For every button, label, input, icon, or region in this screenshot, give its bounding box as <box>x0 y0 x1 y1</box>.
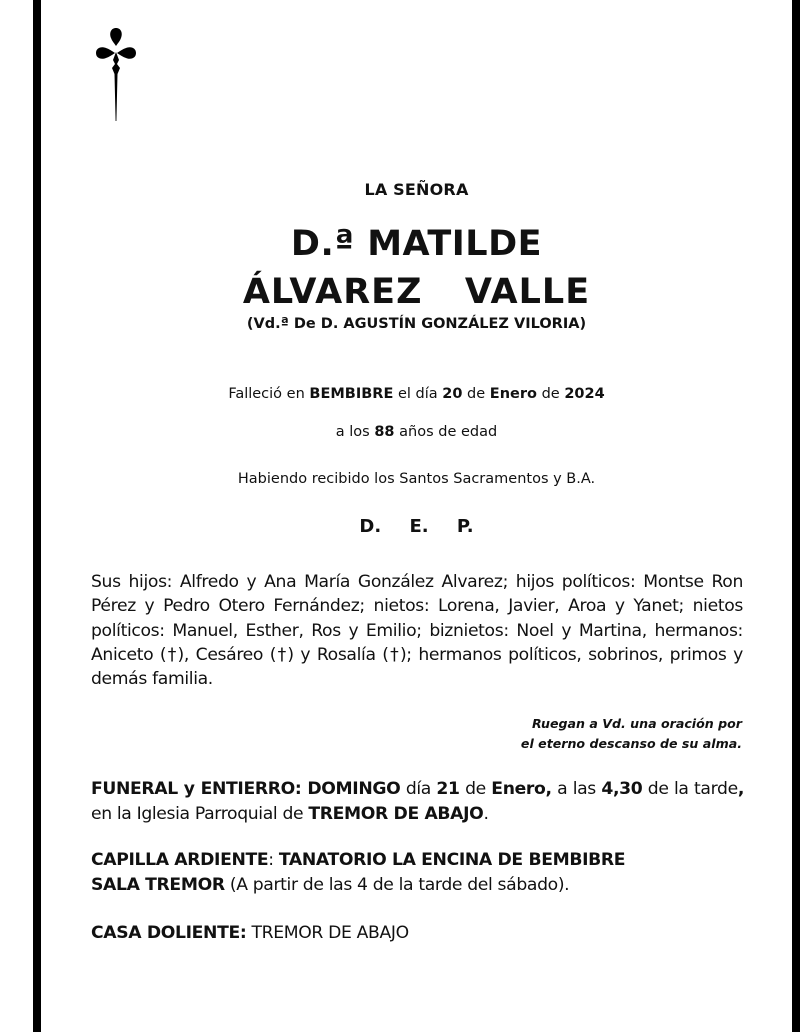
prayer-line-2: el eterno descanso de su alma. <box>520 736 742 751</box>
right-border-bar <box>792 0 800 1032</box>
funeral-info <box>91 777 750 826</box>
family-paragraph: Sus hijos: Alfredo y Ana María González Alvarez; hijos políticos: Montse Ron Pérez y Pedro Otero Fernández; nietos: Lorena, Javier, Aroa y Yanet; nietos políticos: Manuel, Esther, Ros y Emilio; biznietos: Noel y Martina, hermanos: Aniceto (†), Cesáreo (†) y Rosalía (†); hermanos políticos, sobrinos, primos y demás familia. <box>91 572 743 690</box>
house-place: TREMOR DE ABAJO <box>246 923 409 943</box>
funeral-label: FUNERAL y ENTIERRO: DOMINGO <box>91 779 401 799</box>
chapel-line-2 <box>91 873 744 898</box>
title-prefix: LA SEÑORA <box>364 180 469 199</box>
age-info <box>41 424 792 440</box>
widow-of: (Vd.ª De D. AGUSTÍN GONZÁLEZ VILORIA) <box>246 316 587 332</box>
age-text: a los <box>335 424 375 440</box>
funeral-time: 4,30 <box>601 779 643 799</box>
death-month: Enero <box>489 386 537 402</box>
age-value: 88 <box>374 424 395 440</box>
house-label: CASA DOLIENTE: <box>91 923 247 943</box>
death-place: BEMBIBRE <box>309 386 394 402</box>
funeral-month: Enero, <box>491 779 552 799</box>
funeral-text: . <box>483 803 489 824</box>
funeral-text: de <box>459 779 492 799</box>
chapel-place: TANATORIO LA ENCINA DE BEMBIBRE <box>278 850 626 870</box>
funeral-text: día <box>400 779 437 799</box>
house-info <box>91 921 744 946</box>
death-info <box>41 386 792 402</box>
death-text: de <box>536 386 565 402</box>
sacraments-note: Habiendo recibido los Santos Sacramentos y B.A. <box>237 471 596 487</box>
chapel-line-1 <box>91 848 744 873</box>
chapel-note: (A partir de las 4 de la tarde del sábado). <box>224 874 570 895</box>
death-text: de <box>462 386 490 402</box>
funeral-day: 21 <box>436 779 460 799</box>
left-border-bar <box>33 0 41 1032</box>
chapel-label: CAPILLA ARDIENTE <box>91 850 269 870</box>
rip-abbreviation: D. E. P. <box>359 516 474 537</box>
funeral-text: de la tarde <box>642 779 738 799</box>
deceased-name-line2 <box>41 272 792 312</box>
funeral-place: TREMOR DE ABAJO <box>308 803 484 824</box>
chapel-info <box>91 848 744 897</box>
death-day: 20 <box>442 386 463 402</box>
deceased-name-line1: D.ª MATILDE <box>290 224 543 264</box>
death-text: el día <box>393 386 443 402</box>
funeral-comma: , <box>737 779 744 799</box>
chapel-colon: : <box>268 850 279 870</box>
prayer-request <box>400 714 742 754</box>
age-text: años de edad <box>394 424 498 440</box>
cross-icon <box>93 28 139 124</box>
death-text: Falleció en <box>228 386 310 402</box>
chapel-room: SALA TREMOR <box>91 874 225 895</box>
funeral-text: a las <box>551 779 602 799</box>
deceased-surnames: ÁLVAREZ VALLE <box>242 272 591 312</box>
funeral-text: en la Iglesia Parroquial de <box>91 779 750 824</box>
prayer-line-1: Ruegan a Vd. una oración por <box>531 716 742 731</box>
death-year: 2024 <box>564 386 605 402</box>
